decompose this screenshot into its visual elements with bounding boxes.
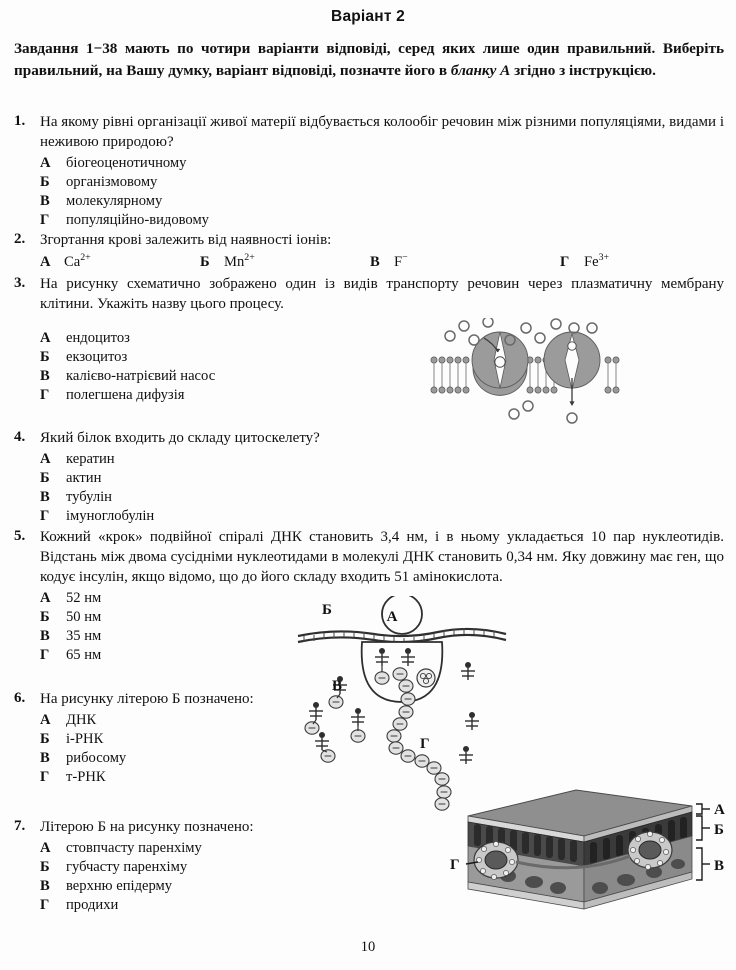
ion-base: Fe (584, 253, 599, 270)
option-a[interactable] (40, 329, 724, 348)
question-2-number: 2. (14, 231, 26, 247)
option-g[interactable] (40, 386, 724, 405)
option-v[interactable] (40, 749, 312, 768)
free-trna-left-2 (305, 702, 323, 734)
option-g-label: 65 нм (66, 646, 102, 663)
free-trna-left-3 (315, 732, 335, 762)
figure-label-v: В (714, 858, 725, 874)
question-3-text: На рисунку схематично зображено один із видів транспорту речовин через плазматичну мембрану клітини. Укажіть назву цього процесу. (40, 276, 724, 312)
option-b[interactable] (40, 173, 724, 192)
leaf-cross-section-svg (448, 784, 736, 916)
question-6-text: На рисунку літерою Б позначено: (40, 691, 254, 707)
question-2-header (12, 231, 724, 251)
option-v[interactable] (370, 252, 560, 271)
question-7-number: 7. (14, 818, 26, 834)
question-3-number: 3. (14, 275, 26, 291)
question-4 (12, 429, 724, 526)
bracket-b (696, 816, 710, 840)
question-5-number: 5. (14, 528, 26, 544)
option-b[interactable] (40, 730, 312, 749)
option-v-label: верхню епідерму (66, 877, 173, 894)
option-v-letter: В (40, 367, 50, 384)
question-5-header (12, 528, 724, 588)
option-g[interactable] (40, 211, 724, 230)
instruction-paragraph (14, 38, 724, 81)
question-6-options (12, 711, 312, 787)
figure-label-g: Г (450, 857, 460, 873)
page-title: Варіант 2 (331, 8, 405, 25)
option-a-label: 52 нм (66, 589, 102, 606)
option-v-label (394, 252, 408, 271)
option-g[interactable] (40, 896, 332, 915)
page-number: 10 (360, 939, 376, 955)
bracket-a (696, 804, 710, 814)
question-6-header (12, 690, 312, 710)
option-a-letter: А (40, 589, 51, 606)
option-b-label: губчасту паренхіму (66, 858, 188, 875)
option-v-letter: В (370, 253, 380, 270)
option-g-letter: Г (40, 386, 50, 403)
option-v-letter: В (40, 627, 50, 644)
protein-synthesis-svg (296, 596, 511, 811)
ion-base: Mn (224, 253, 245, 270)
option-a-letter: А (40, 253, 51, 270)
question-7-header (12, 818, 332, 838)
membrane-transport-svg (430, 318, 620, 430)
option-v-letter: В (40, 192, 50, 209)
question-7-text: Літерою Б на рисунку позначено: (40, 819, 254, 835)
option-b-label: 50 нм (66, 608, 102, 625)
figure-label-a: А (714, 802, 725, 818)
question-6-number: 6. (14, 690, 26, 706)
figure-label-b: Б (322, 602, 332, 618)
option-a-letter: А (40, 450, 51, 467)
option-v-label: 35 нм (66, 627, 102, 644)
free-trna-right-2 (465, 712, 479, 730)
question-1-number: 1. (14, 113, 26, 129)
option-g-letter: Г (40, 896, 50, 913)
option-v-letter: В (40, 749, 50, 766)
option-b[interactable] (40, 348, 724, 367)
instruction-text-part2: згідно з інструкцією. (510, 61, 656, 79)
option-g-label: продихи (66, 896, 119, 913)
option-g-letter: Г (560, 253, 570, 270)
option-b[interactable] (40, 469, 724, 488)
transported-particles-inside (509, 401, 577, 423)
figure-label-v: В (332, 678, 343, 694)
option-b-letter: Б (40, 730, 50, 747)
option-g-letter: Г (40, 211, 50, 228)
question-7-options (12, 839, 332, 915)
question-1-options (12, 154, 724, 230)
question-3-header (12, 275, 724, 315)
question-2-text: Згортання крові залежить від наявності іонів: (40, 232, 332, 248)
instruction-blank-a: бланку А (450, 61, 511, 79)
question-2-options (12, 252, 724, 271)
option-a-label: ендоцитоз (66, 329, 130, 346)
option-g[interactable] (40, 768, 312, 787)
option-b-letter: Б (40, 469, 50, 486)
option-v-letter: В (40, 877, 50, 894)
option-b-letter: Б (40, 858, 50, 875)
option-a-label: стовпчасту паренхіму (66, 839, 202, 856)
bracket-v (696, 848, 710, 880)
option-g-letter: Г (40, 646, 50, 663)
option-g-letter: Г (40, 507, 50, 524)
figure-label-b: Б (714, 822, 724, 838)
ion-charge: 2+ (80, 251, 91, 263)
option-v[interactable] (40, 192, 724, 211)
option-v-label: тубулін (66, 488, 112, 505)
option-b-label: екзоцитоз (66, 348, 128, 365)
option-a-label: біогеоценотичному (66, 154, 187, 171)
option-b[interactable] (200, 252, 370, 271)
question-1-header (12, 113, 724, 153)
question-1-text: На якому рівні організації живої матерії відбувається колообіг речовин між різними популяціями, видами і неживою природою? (40, 114, 724, 150)
protein-synthesis-figure (296, 596, 511, 811)
question-1 (12, 113, 724, 230)
leaf-cross-section-figure (448, 784, 736, 916)
channel-protein-left (472, 332, 528, 395)
option-v[interactable] (40, 488, 724, 507)
lipid-bilayer-right (605, 357, 619, 393)
option-a[interactable] (40, 252, 200, 271)
lipid-bilayer-left (431, 357, 469, 393)
option-g-label: т-РНК (66, 768, 106, 785)
option-a-label: кератин (66, 450, 115, 467)
option-a[interactable] (40, 839, 332, 858)
free-trna-center (351, 708, 365, 742)
option-b-label: і-РНК (66, 730, 104, 747)
question-4-header (12, 429, 724, 449)
membrane-transport-figure (430, 318, 620, 430)
ion-base: Ca (64, 253, 81, 270)
question-4-number: 4. (14, 429, 26, 445)
option-a-label (64, 252, 91, 271)
option-g-label: полегшена дифузія (66, 386, 185, 403)
question-6 (12, 690, 312, 787)
option-g-label: імуноглобулін (66, 507, 155, 524)
question-7 (12, 818, 332, 915)
question-4-text: Який білок входить до складу цитоскелету? (40, 430, 320, 446)
option-v-label: молекулярному (66, 192, 163, 209)
question-2 (12, 231, 724, 271)
option-b-letter: Б (40, 173, 50, 190)
question-4-options (12, 450, 724, 526)
free-trna-right-3 (459, 746, 473, 764)
instruction-text-part1: Завдання 1−38 мають по чотири варіанти відповіді, серед яких лише один правильний. Виберіть правильний, на Вашу думку, варіант відповіді, позначте його в (14, 40, 724, 79)
figure-label-a: А (386, 609, 398, 625)
option-g-letter: Г (40, 768, 50, 785)
figure-label-g: Г (420, 736, 430, 752)
option-a[interactable] (40, 711, 312, 730)
option-g-label (584, 252, 609, 271)
option-b-letter: Б (40, 608, 50, 625)
option-b-label (224, 252, 255, 271)
option-v-label: калієво-натрієвий насос (66, 367, 216, 384)
option-a-letter: А (40, 839, 51, 856)
option-g-label: популяційно-видовому (66, 211, 209, 228)
ion-charge: 3+ (598, 251, 610, 263)
option-v[interactable] (40, 877, 332, 896)
question-5-text: Кожний «крок» подвійної спіралі ДНК становить 3,4 нм, і в ньому укладається 10 пар нуклеотидів. Відстань між двома сусідніми нуклеотидами в молекулі ДНК становить 0,34 нм. Яку довжину має ген, що кодує інсулін, якщо відомо, що до його складу входить 51 амінокислота. (40, 529, 724, 585)
channel-protein-right (544, 332, 600, 406)
option-g[interactable] (560, 252, 609, 271)
free-trna-right-1 (461, 662, 475, 680)
option-a-letter: А (40, 329, 51, 346)
ion-base: F (394, 253, 403, 270)
option-b-label: актин (66, 469, 102, 486)
option-b-letter: Б (40, 348, 50, 365)
option-a[interactable] (40, 154, 724, 173)
ion-charge: 2+ (244, 251, 255, 263)
option-a-letter: А (40, 711, 51, 728)
ion-charge: − (402, 251, 408, 263)
option-v-label: рибосому (66, 749, 127, 766)
option-b[interactable] (40, 858, 332, 877)
option-a[interactable] (40, 450, 724, 469)
option-b-letter: Б (200, 253, 210, 270)
option-a-letter: А (40, 154, 51, 171)
option-v[interactable] (40, 367, 724, 386)
option-g[interactable] (40, 507, 724, 526)
option-b-label: організмовому (66, 173, 158, 190)
option-v-letter: В (40, 488, 50, 505)
option-a-label: ДНК (66, 711, 97, 728)
